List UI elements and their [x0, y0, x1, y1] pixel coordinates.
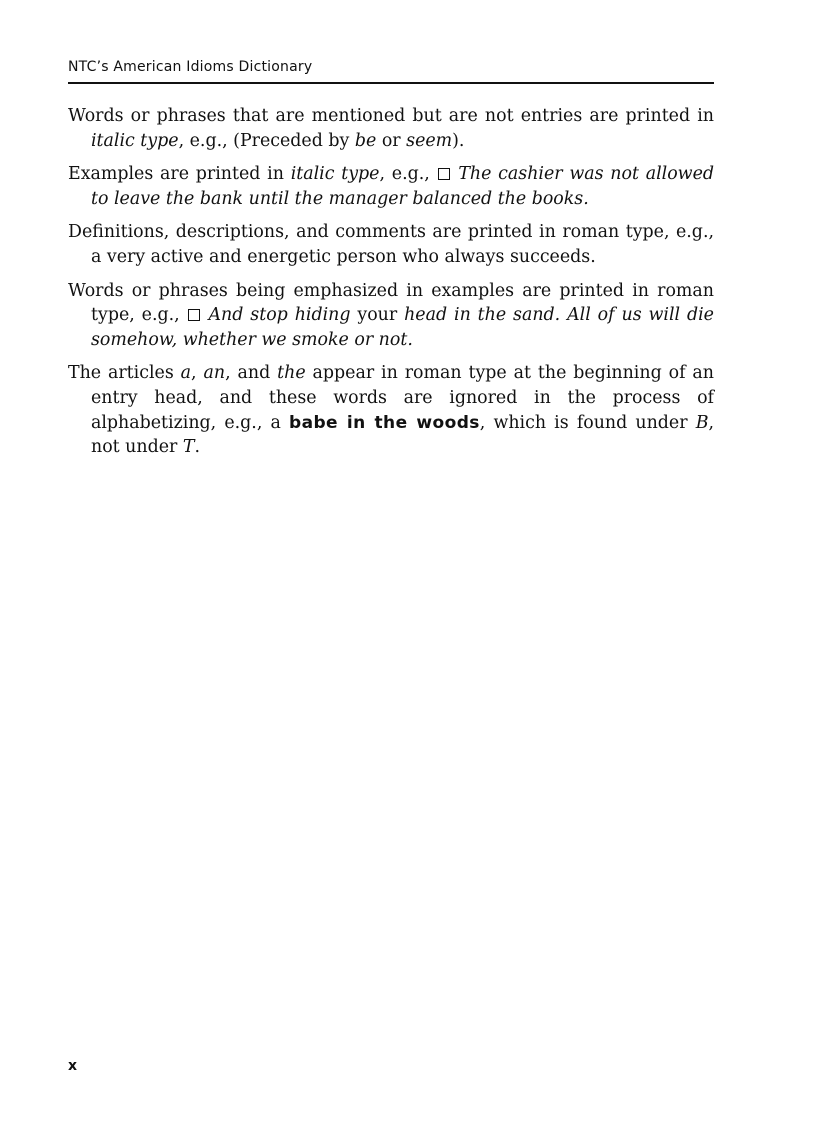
text-run: The articles [68, 363, 181, 384]
text-run: Words or phrases that are mentioned but are not entries are printed in [68, 106, 714, 126]
text-run: , which is found under [479, 412, 696, 433]
text-run: your [350, 305, 405, 326]
text-run: Words or phrases being emphasized in examples are printed in roman type, e.g., [68, 280, 714, 326]
text-run: ). [452, 130, 465, 151]
paragraph-articles [68, 361, 714, 459]
text-run: Examples are printed in [68, 164, 291, 185]
paragraph-examples [68, 162, 714, 211]
text-run: Definitions, descriptions, and comments are printed in roman type, e.g., a very active and energetic person who always succeeds. [68, 222, 714, 267]
italic-run: T [182, 437, 195, 458]
example-box-icon [188, 309, 200, 321]
italic-run: the [277, 363, 306, 384]
italic-run: The cashier was not allowed to leave the bank until the manager balanced the books. [91, 164, 714, 209]
paragraph-emphasized [68, 279, 714, 353]
text-run: , e.g., [379, 164, 437, 185]
page-number: x [68, 1058, 78, 1074]
paragraph-mentioned-words [68, 104, 714, 153]
example-box-icon [438, 168, 450, 180]
text-run: , [191, 363, 204, 384]
italic-run: seem [406, 130, 453, 151]
text-run: . [194, 437, 200, 458]
italic-run: italic type [91, 130, 179, 151]
italic-run: an [203, 363, 226, 384]
entry-head-example: babe in the woods [289, 412, 480, 433]
italic-run: And stop hiding [208, 305, 351, 326]
text-run: , not under [91, 412, 714, 458]
running-head: NTC’s American Idioms Dictionary [68, 59, 313, 75]
text-run: , and [225, 363, 278, 384]
text-run: or [376, 130, 407, 151]
header-rule [68, 82, 714, 84]
italic-run: be [354, 130, 377, 151]
body-text [68, 104, 714, 460]
italic-run: B [695, 412, 709, 433]
italic-run: head in the sand. All of us will die somehow, whether we smoke or not. [91, 305, 714, 350]
italic-run: a [180, 363, 192, 384]
italic-run: italic type [290, 164, 380, 185]
text-run: , e.g., (Preceded by [178, 130, 355, 151]
text-run: appear in roman type at the beginning of an entry head, and these words are ignored in the process of alphabetizing, e.g., a [91, 363, 714, 433]
paragraph-definitions [68, 220, 714, 269]
